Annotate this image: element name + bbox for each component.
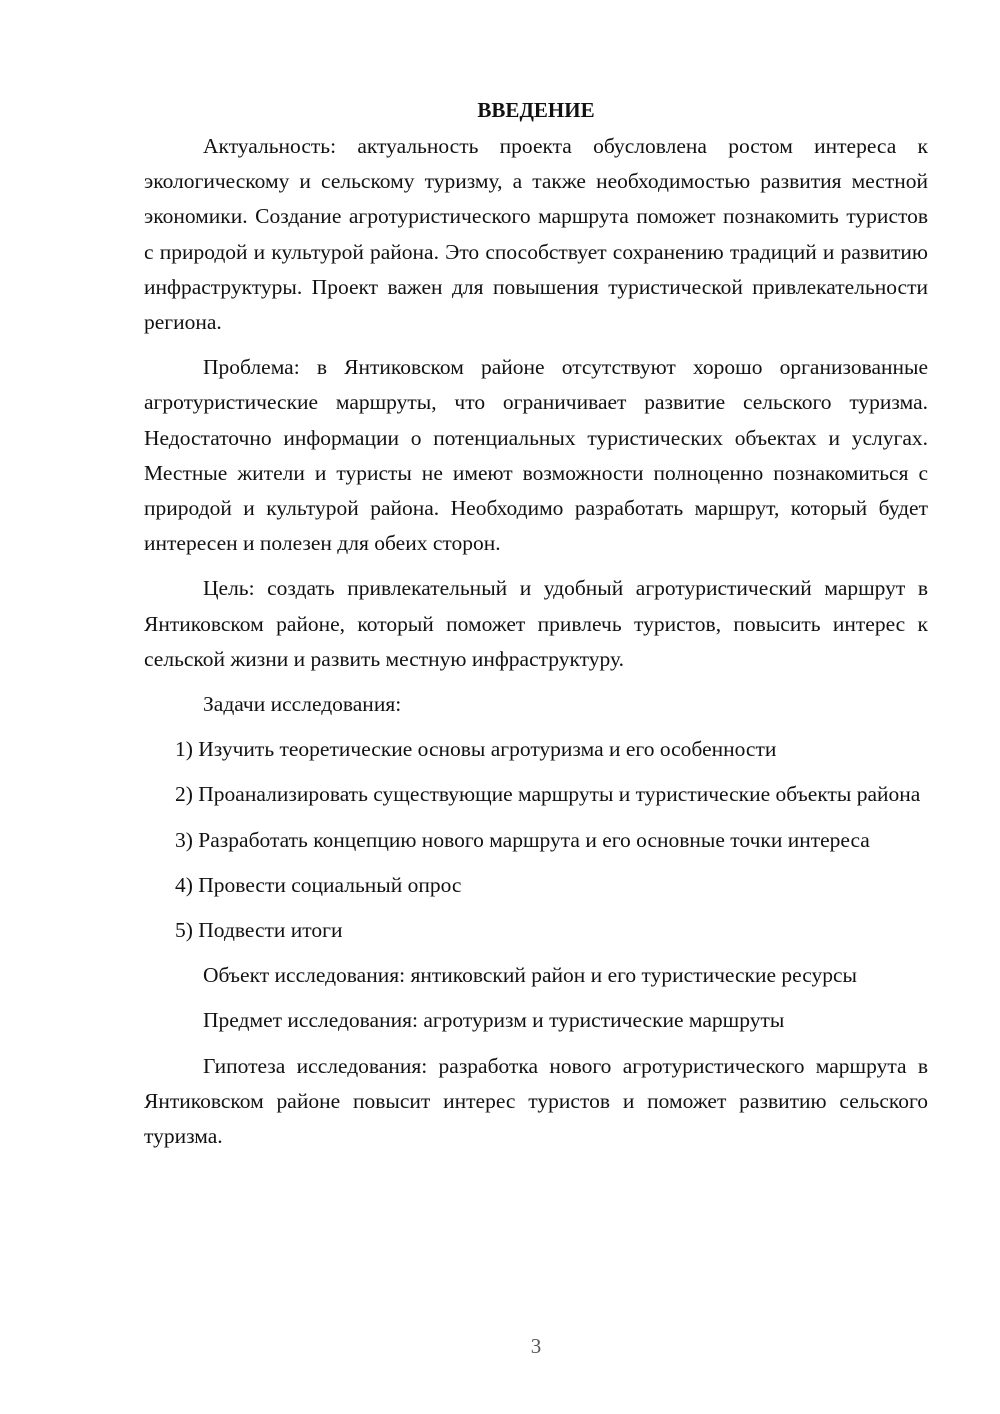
document-page xyxy=(144,92,928,1164)
paragraph-relevance: Актуальность: актуальность проекта обусловлена ростом интереса к экологическому и сельскому туризму, а также необходимостью развития местной экономики. Создание агротуристического маршрута поможет познакомить туристов с природой и культурой района. Это способствует сохранению традиций и развитию инфраструктуры. Проект важен для повышения туристической привлекательности региона. xyxy=(144,134,928,335)
paragraph-subject: Предмет исследования: агротуризм и туристические маршруты xyxy=(203,1008,785,1033)
task-item-2: 2) Проанализировать существующие маршруты и туристические объекты района xyxy=(175,782,921,807)
paragraph-problem: Проблема: в Янтиковском районе отсутствуют хорошо организованные агротуристические маршруты, что ограничивает развитие сельского туризма. Недостаточно информации о потенциальных туристических объектах и услугах. Местные жители и туристы не имеют возможности полноценно познакомиться с природой и культурой района. Необходимо разработать маршрут, который будет интересен и полезен для обеих сторон. xyxy=(144,355,928,556)
task-item-4: 4) Провести социальный опрос xyxy=(175,872,462,897)
paragraph-object: Объект исследования: янтиковский район и его туристические ресурсы xyxy=(203,963,857,988)
paragraph-hypothesis: Гипотеза исследования: разработка нового агротуристического маршрута в Янтиковском районе повысит интерес туристов и поможет развитию сельского туризма. xyxy=(144,1053,928,1149)
paragraph-goal: Цель: создать привлекательный и удобный агротуристический маршрут в Янтиковском районе, который поможет привлечь туристов, повысить интерес к сельской жизни и развить местную инфраструктуру. xyxy=(144,576,928,671)
paragraph-tasks-title: Задачи исследования: xyxy=(203,692,402,717)
page-number: 3 xyxy=(530,1334,542,1358)
task-item-5: 5) Подвести итоги xyxy=(175,918,343,943)
section-heading: ВВЕДЕНИЕ xyxy=(477,98,595,122)
task-item-3: 3) Разработать концепцию нового маршрута и его основные точки интереса xyxy=(175,827,870,852)
task-item-1: 1) Изучить теоретические основы агротуризма и его особенности xyxy=(175,737,777,762)
